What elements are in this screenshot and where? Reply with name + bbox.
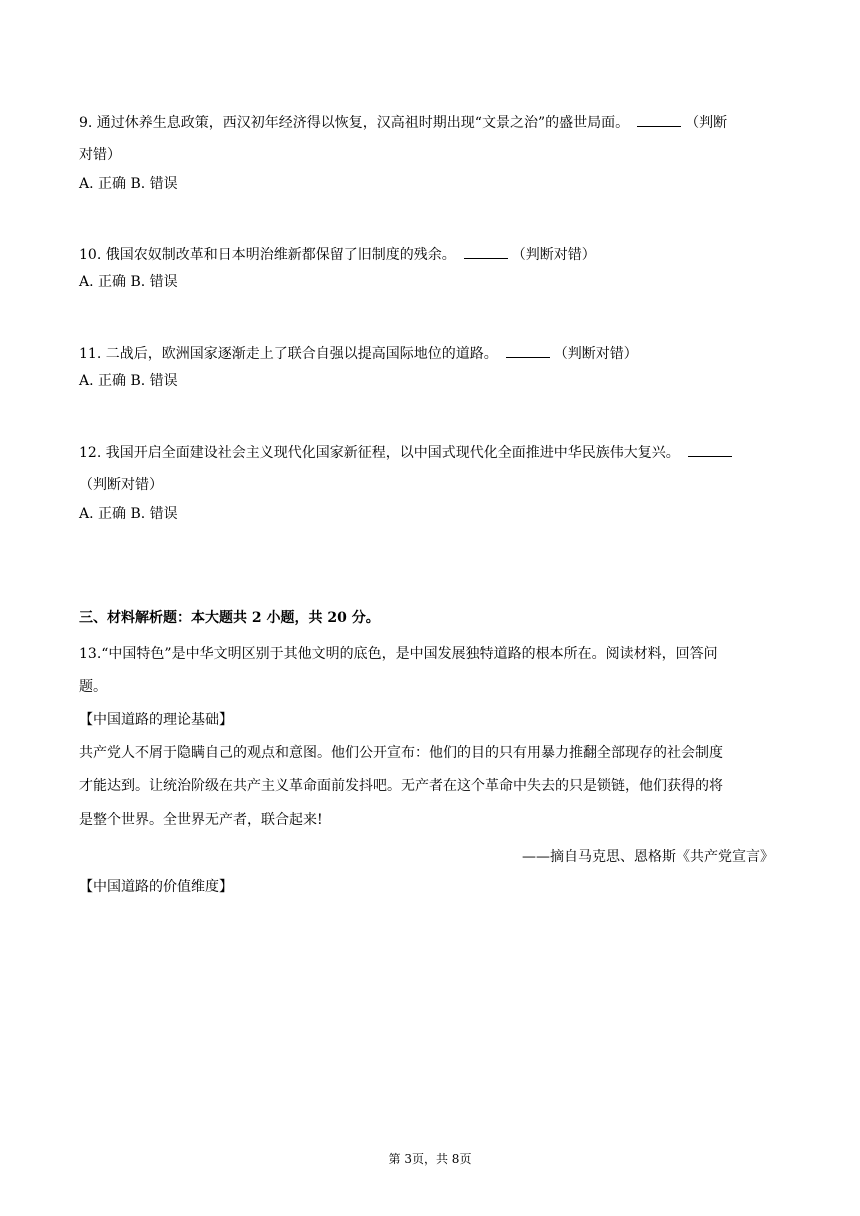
q9-stem-text: 9. 通过休养生息政策，西汉初年经济得以恢复，汉高祖时期出现“文景之治”的盛世局面。 xyxy=(79,115,630,131)
q13-stem-line1: 13.“中国特色”是中华文明区别于其他文明的底色，是中国发展独特道路的根本所在。阅读材料，回答问 xyxy=(79,646,718,662)
q9-judge-tag: （判断 xyxy=(685,115,728,131)
q12-answer-blank[interactable] xyxy=(688,442,732,457)
q11-judge-tag: （判断对错） xyxy=(553,346,638,362)
q10-stem xyxy=(79,244,596,265)
q10-stem-text: 10. 俄国农奴制改革和日本明治维新都保留了旧制度的残余。 xyxy=(79,247,456,263)
q9-stem-line1 xyxy=(79,112,727,133)
q13-material-line2: 才能达到。让统治阶级在共产主义革命面前发抖吧。无产者在这个革命中失去的只是锁链，他们获得的将 xyxy=(79,778,723,794)
q13-material-line1: 共产党人不屑于隐瞒自己的观点和意图。他们公开宣布：他们的目的只有用暴力推翻全部现存的社会制度 xyxy=(79,745,723,761)
q10-answer-blank[interactable] xyxy=(464,244,508,259)
q11-answer-blank[interactable] xyxy=(506,343,550,358)
q13-material-source: ——摘自马克思、恩格斯《共产党宣言》 xyxy=(522,849,774,865)
q13-subtitle-theory: 【中国道路的理论基础】 xyxy=(79,712,233,728)
q9-answer-blank[interactable] xyxy=(637,112,681,127)
q9-stem-line2: 对错） xyxy=(79,147,121,163)
q11-options: A. 正确 B. 错误 xyxy=(79,373,178,389)
q12-stem-line1 xyxy=(79,442,736,463)
section-3-heading: 三、材料解析题：本大题共 2 小题，共 20 分。 xyxy=(79,610,380,626)
q13-material-line3: 是整个世界。全世界无产者，联合起来! xyxy=(79,812,323,828)
q10-options: A. 正确 B. 错误 xyxy=(79,274,178,290)
q11-stem xyxy=(79,343,638,364)
q12-stem-text: 12. 我国开启全面建设社会主义现代化国家新征程，以中国式现代化全面推进中华民族伟大复兴。 xyxy=(79,445,680,461)
q12-stem-line2: （判断对错） xyxy=(79,477,163,493)
q11-stem-text: 11. 二战后，欧洲国家逐渐走上了联合自强以提高国际地位的道路。 xyxy=(79,346,498,362)
q13-stem-line2: 题。 xyxy=(79,679,107,695)
q12-options: A. 正确 B. 错误 xyxy=(79,506,178,522)
q13-subtitle-value: 【中国道路的价值维度】 xyxy=(79,879,233,895)
page-footer: 第 3页，共 8页 xyxy=(388,1152,472,1166)
q10-judge-tag: （判断对错） xyxy=(511,247,596,263)
q9-options: A. 正确 B. 错误 xyxy=(79,176,178,192)
